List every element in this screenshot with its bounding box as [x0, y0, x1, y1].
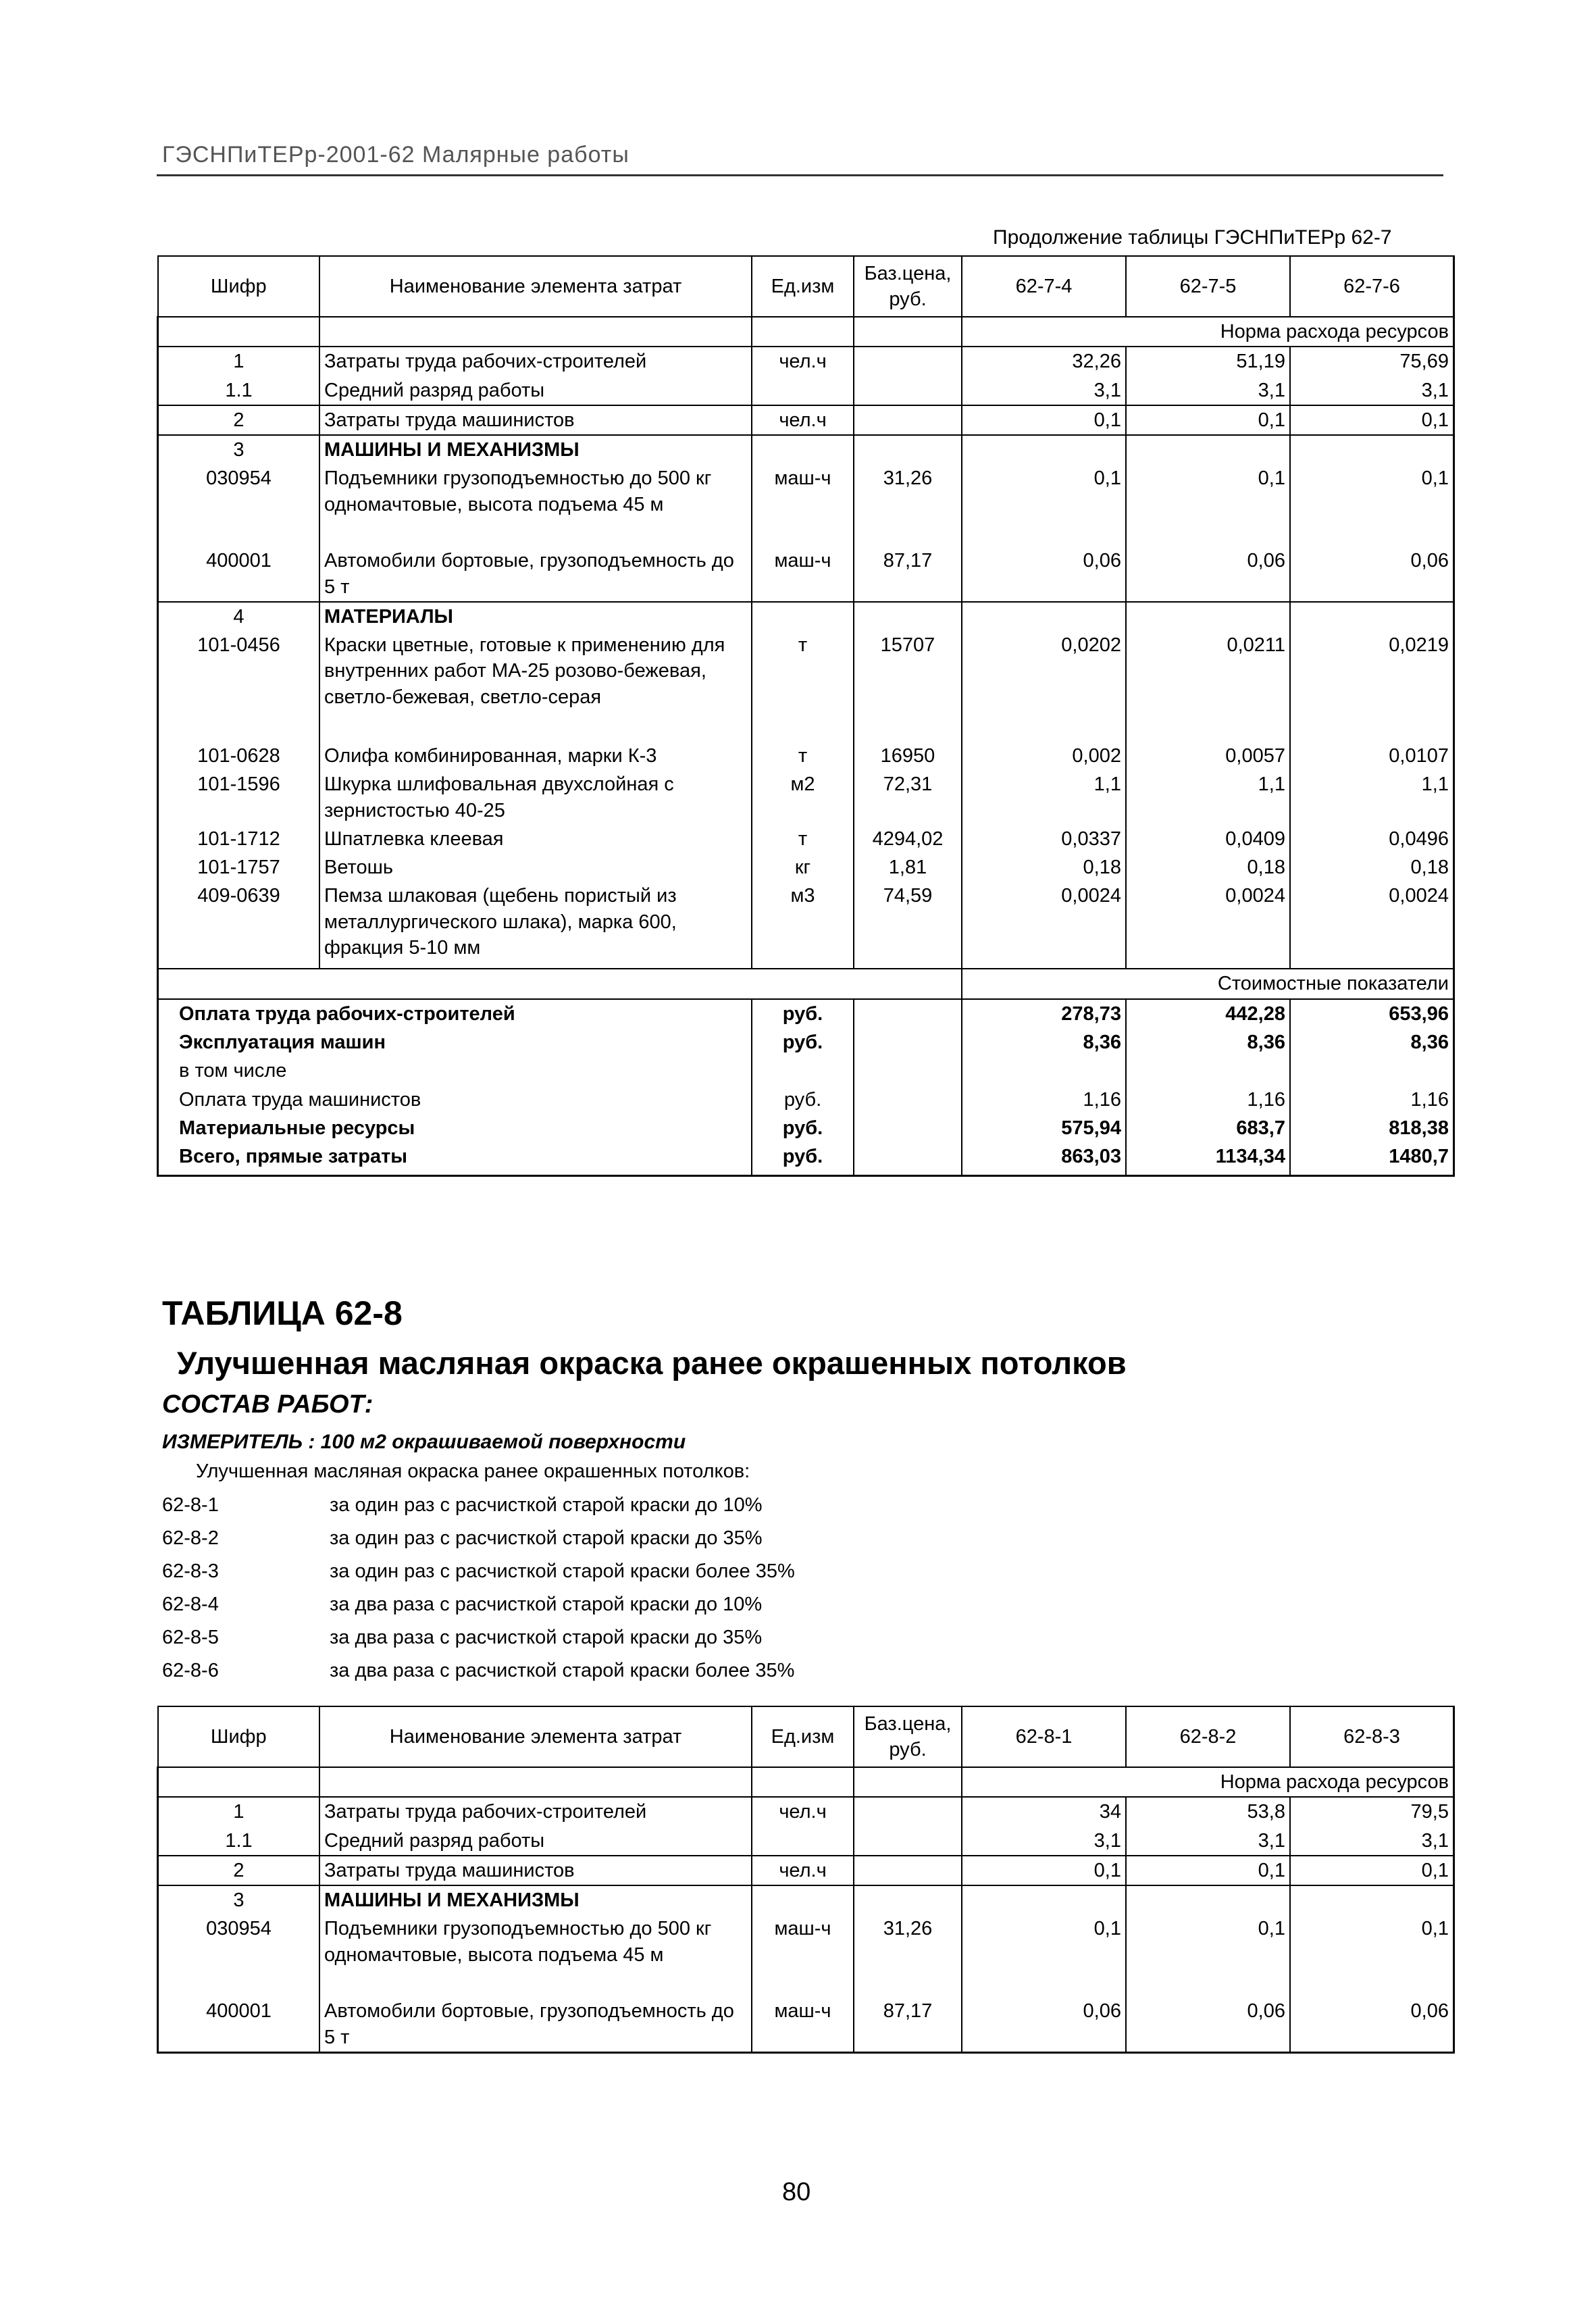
col-header-price: Баз.цена, руб. — [854, 256, 962, 317]
header-divider — [157, 174, 1443, 176]
table-cell — [1126, 1885, 1290, 1914]
cost-value-2: 8,36 — [1126, 1028, 1290, 1057]
row-name: Затраты труда рабочих-строителей — [319, 347, 752, 376]
table-cell — [319, 317, 752, 347]
table-row — [158, 464, 1454, 547]
row-price: 4294,02 — [854, 825, 962, 853]
cost-name: Оплата труда машинистов — [158, 1086, 752, 1114]
row-price — [854, 1856, 962, 1885]
cost-unit: руб. — [752, 1114, 854, 1142]
row-value-1: 3,1 — [962, 1827, 1126, 1856]
row-code: 101-0456 — [158, 631, 320, 742]
table-subtitle: Улучшенная масляная окраска ранее окрашенных потолков — [177, 1345, 1127, 1381]
table-cell — [319, 1767, 752, 1797]
resource-table-62-8 — [157, 1706, 1455, 2054]
col-header-unit: Ед.изм — [752, 256, 854, 317]
cost-value-2: 683,7 — [1126, 1114, 1290, 1142]
row-unit: м2 — [752, 770, 854, 825]
row-value-2: 53,8 — [1126, 1797, 1290, 1826]
table-row — [158, 405, 1454, 435]
table-row — [158, 1997, 1454, 2052]
table-cell — [752, 317, 854, 347]
row-value-2: 51,19 — [1126, 347, 1290, 376]
table-continuation-label: Продолжение таблицы ГЭСНПиТЕРр 62-7 — [993, 226, 1392, 249]
row-value-3: 1,1 — [1290, 770, 1454, 825]
row-value-2: 0,0409 — [1126, 825, 1290, 853]
row-name: Шпатлевка клеевая — [319, 825, 752, 853]
row-unit: маш-ч — [752, 1997, 854, 2052]
row-unit — [752, 1827, 854, 1856]
row-unit: кг — [752, 853, 854, 882]
row-value-3: 0,06 — [1290, 547, 1454, 602]
row-unit: маш-ч — [752, 1914, 854, 1997]
table-row — [158, 825, 1454, 853]
row-value-1: 32,26 — [962, 347, 1126, 376]
row-value-2: 0,1 — [1126, 1914, 1290, 1997]
cost-unit: руб. — [752, 1028, 854, 1057]
row-value-2: 0,1 — [1126, 405, 1290, 435]
cost-value-1: 8,36 — [962, 1028, 1126, 1057]
row-price: 31,26 — [854, 1914, 962, 1997]
col-header-62-8-2: 62-8-2 — [1126, 1706, 1290, 1767]
cost-row — [158, 1086, 1454, 1114]
cost-value-3: 818,38 — [1290, 1114, 1454, 1142]
row-price — [854, 376, 962, 405]
row-price — [854, 1797, 962, 1826]
work-intro: Улучшенная масляная окраска ранее окрашенных потолков: — [196, 1460, 750, 1482]
cost-row — [158, 1114, 1454, 1142]
row-value-1: 1,1 — [962, 770, 1126, 825]
table-cell — [752, 1057, 854, 1085]
table-cell — [158, 317, 320, 347]
col-header-name: Наименование элемента затрат — [319, 256, 752, 317]
table-cell — [854, 1086, 962, 1114]
cost-value-3: 8,36 — [1290, 1028, 1454, 1057]
row-value-2: 3,1 — [1126, 376, 1290, 405]
row-name: Автомобили бортовые, грузоподъемность до 5 т — [319, 547, 752, 602]
work-text: за два раза с расчисткой старой краски более 35% — [330, 1660, 795, 1681]
table-row — [158, 882, 1454, 969]
cost-value-2: 1,16 — [1126, 1086, 1290, 1114]
table-row — [158, 1885, 1454, 1914]
cost-value-1: 1,16 — [962, 1086, 1126, 1114]
row-code: 101-0628 — [158, 742, 320, 770]
row-code: 1 — [158, 347, 320, 376]
cost-unit: руб. — [752, 1086, 854, 1114]
row-name: МАШИНЫ И МЕХАНИЗМЫ — [319, 1885, 752, 1914]
row-price: 74,59 — [854, 882, 962, 969]
row-name: Подъемники грузоподъемностью до 500 кг одномачтовые, высота подъема 45 м — [319, 1914, 752, 1997]
row-price: 72,31 — [854, 770, 962, 825]
row-unit: т — [752, 742, 854, 770]
row-name: Средний разряд работы — [319, 376, 752, 405]
table-cell — [854, 1142, 962, 1176]
row-code: 400001 — [158, 1997, 320, 2052]
table-cell — [752, 602, 854, 631]
row-value-1: 0,1 — [962, 405, 1126, 435]
table-cell — [854, 1057, 962, 1085]
list-item — [162, 1594, 795, 1627]
table-row — [158, 853, 1454, 882]
col-header-62-7-5: 62-7-5 — [1126, 256, 1290, 317]
work-code: 62-8-3 — [162, 1560, 219, 1582]
table-cell — [1126, 602, 1290, 631]
row-value-1: 0,0024 — [962, 882, 1126, 969]
row-code: 2 — [158, 1856, 320, 1885]
cost-row — [158, 1028, 1454, 1057]
col-header-62-8-1: 62-8-1 — [962, 1706, 1126, 1767]
list-item — [162, 1560, 795, 1594]
cost-value-3: 1480,7 — [1290, 1142, 1454, 1176]
running-header: ГЭСНПиТЕРр-2001-62 Малярные работы — [162, 142, 629, 168]
table-cell — [854, 1114, 962, 1142]
row-code: 030954 — [158, 464, 320, 547]
row-name: Затраты труда машинистов — [319, 405, 752, 435]
col-header-unit: Ед.изм — [752, 1706, 854, 1767]
row-value-1: 0,002 — [962, 742, 1126, 770]
work-code: 62-8-2 — [162, 1527, 219, 1549]
row-price: 16950 — [854, 742, 962, 770]
row-name: Олифа комбинированная, марки К-3 — [319, 742, 752, 770]
table-cell — [158, 969, 962, 998]
row-code: 3 — [158, 1885, 320, 1914]
cost-name: Оплата труда рабочих-строителей — [158, 999, 752, 1028]
table-cell — [962, 435, 1126, 464]
table-title: ТАБЛИЦА 62-8 — [162, 1294, 403, 1332]
cost-value-3: 653,96 — [1290, 999, 1454, 1028]
cost-unit: руб. — [752, 1142, 854, 1176]
row-name: Затраты труда машинистов — [319, 1856, 752, 1885]
cost-value-1: 575,94 — [962, 1114, 1126, 1142]
col-header-price: Баз.цена, руб. — [854, 1706, 962, 1767]
col-header-code: Шифр — [158, 256, 320, 317]
table-cell — [1126, 1057, 1290, 1085]
row-price: 15707 — [854, 631, 962, 742]
work-text: за один раз с расчисткой старой краски до 10% — [330, 1494, 763, 1516]
row-value-3: 3,1 — [1290, 1827, 1454, 1856]
work-text: за два раза с расчисткой старой краски до 10% — [330, 1594, 763, 1615]
row-value-2: 0,0211 — [1126, 631, 1290, 742]
table-cell — [158, 1767, 320, 1797]
col-header-62-7-4: 62-7-4 — [962, 256, 1126, 317]
row-price — [854, 1827, 962, 1856]
row-value-2: 0,1 — [1126, 1856, 1290, 1885]
table-cell — [854, 435, 962, 464]
row-price: 87,17 — [854, 547, 962, 602]
row-name: Средний разряд работы — [319, 1827, 752, 1856]
row-name: Подъемники грузоподъемностью до 500 кг одномачтовые, высота подъема 45 м — [319, 464, 752, 547]
row-price — [854, 347, 962, 376]
table-cell — [854, 1767, 962, 1797]
cost-unit: руб. — [752, 999, 854, 1028]
row-value-1: 34 — [962, 1797, 1126, 1826]
table-cell — [1290, 602, 1454, 631]
row-value-1: 0,0202 — [962, 631, 1126, 742]
table-cell — [962, 1885, 1126, 1914]
table-cell — [752, 435, 854, 464]
table-cell — [752, 1885, 854, 1914]
row-value-3: 0,0496 — [1290, 825, 1454, 853]
row-value-2: 0,0024 — [1126, 882, 1290, 969]
work-code: 62-8-1 — [162, 1494, 219, 1516]
cost-name: Материальные ресурсы — [158, 1114, 752, 1142]
row-price: 1,81 — [854, 853, 962, 882]
row-unit: чел.ч — [752, 405, 854, 435]
work-text: за два раза с расчисткой старой краски до 35% — [330, 1627, 763, 1648]
work-list — [162, 1494, 795, 1693]
table-cell — [854, 999, 962, 1028]
resource-table-62-7 — [157, 255, 1455, 1177]
row-unit — [752, 376, 854, 405]
row-value-1: 0,06 — [962, 547, 1126, 602]
row-value-3: 0,18 — [1290, 853, 1454, 882]
list-item — [162, 1494, 795, 1527]
row-code: 3 — [158, 435, 320, 464]
row-value-3: 79,5 — [1290, 1797, 1454, 1826]
row-value-3: 75,69 — [1290, 347, 1454, 376]
cost-value-1: 278,73 — [962, 999, 1126, 1028]
row-value-1: 0,1 — [962, 464, 1126, 547]
row-code: 030954 — [158, 1914, 320, 1997]
row-code: 101-1712 — [158, 825, 320, 853]
row-value-1: 0,06 — [962, 1997, 1126, 2052]
row-value-2: 0,06 — [1126, 1997, 1290, 2052]
row-value-2: 0,06 — [1126, 547, 1290, 602]
row-price — [854, 405, 962, 435]
cost-row — [158, 1142, 1454, 1176]
row-value-3: 0,0024 — [1290, 882, 1454, 969]
row-unit: чел.ч — [752, 1856, 854, 1885]
cost-name: в том числе — [158, 1057, 752, 1085]
row-value-3: 0,1 — [1290, 1856, 1454, 1885]
composition-heading: СОСТАВ РАБОТ: — [162, 1390, 374, 1419]
cost-value-2: 442,28 — [1126, 999, 1290, 1028]
row-code: 101-1757 — [158, 853, 320, 882]
row-value-2: 0,1 — [1126, 464, 1290, 547]
cost-name: Всего, прямые затраты — [158, 1142, 752, 1176]
table-cell — [962, 602, 1126, 631]
table-row — [158, 347, 1454, 376]
row-unit: т — [752, 631, 854, 742]
list-item — [162, 1627, 795, 1660]
col-header-62-8-3: 62-8-3 — [1290, 1706, 1454, 1767]
row-value-1: 3,1 — [962, 376, 1126, 405]
row-code: 101-1596 — [158, 770, 320, 825]
work-text: за один раз с расчисткой старой краски до 35% — [330, 1527, 763, 1549]
table-row — [158, 602, 1454, 631]
row-value-1: 0,1 — [962, 1914, 1126, 1997]
table-cell — [1290, 1057, 1454, 1085]
measure-unit: ИЗМЕРИТЕЛЬ : 100 м2 окрашиваемой поверхности — [162, 1431, 686, 1453]
table-cell — [854, 1028, 962, 1057]
row-name: Шкурка шлифовальная двухслойная с зернистостью 40-25 — [319, 770, 752, 825]
work-code: 62-8-6 — [162, 1660, 219, 1681]
table-cell — [1290, 435, 1454, 464]
row-code: 1.1 — [158, 1827, 320, 1856]
row-value-3: 0,06 — [1290, 1997, 1454, 2052]
row-name: Ветошь — [319, 853, 752, 882]
work-code: 62-8-5 — [162, 1627, 219, 1648]
row-unit: чел.ч — [752, 1797, 854, 1826]
row-code: 409-0639 — [158, 882, 320, 969]
cost-row — [158, 1057, 1454, 1085]
table-row — [158, 1797, 1454, 1826]
table-row — [158, 1914, 1454, 1997]
row-code: 4 — [158, 602, 320, 631]
row-value-3: 0,1 — [1290, 464, 1454, 547]
norm-header: Норма расхода ресурсов — [962, 1767, 1454, 1797]
table-row — [158, 435, 1454, 464]
row-unit: маш-ч — [752, 547, 854, 602]
row-name: МАТЕРИАЛЫ — [319, 602, 752, 631]
table-cell — [854, 317, 962, 347]
row-name: Краски цветные, готовые к применению для внутренних работ МА-25 розово-бежевая, светло-бежевая, светло-серая — [319, 631, 752, 742]
table-cell — [752, 1767, 854, 1797]
table-row — [158, 1856, 1454, 1885]
table-row — [158, 1827, 1454, 1856]
row-code: 1 — [158, 1797, 320, 1826]
row-value-1: 0,0337 — [962, 825, 1126, 853]
table-cell — [854, 602, 962, 631]
col-header-62-7-6: 62-7-6 — [1290, 256, 1454, 317]
list-item — [162, 1527, 795, 1560]
row-unit: т — [752, 825, 854, 853]
cost-row — [158, 999, 1454, 1028]
table-row — [158, 770, 1454, 825]
cost-value-2: 1134,34 — [1126, 1142, 1290, 1176]
row-unit: м3 — [752, 882, 854, 969]
row-code: 2 — [158, 405, 320, 435]
list-item — [162, 1660, 795, 1693]
row-name: Затраты труда рабочих-строителей — [319, 1797, 752, 1826]
row-code: 400001 — [158, 547, 320, 602]
row-value-2: 1,1 — [1126, 770, 1290, 825]
norm-header: Норма расхода ресурсов — [962, 317, 1454, 347]
table-cell — [854, 1885, 962, 1914]
col-header-name: Наименование элемента затрат — [319, 1706, 752, 1767]
table-cell — [1126, 435, 1290, 464]
row-unit: чел.ч — [752, 347, 854, 376]
table-cell — [962, 1057, 1126, 1085]
row-unit: маш-ч — [752, 464, 854, 547]
row-value-1: 0,1 — [962, 1856, 1126, 1885]
row-value-1: 0,18 — [962, 853, 1126, 882]
row-value-3: 0,0219 — [1290, 631, 1454, 742]
row-code: 1.1 — [158, 376, 320, 405]
work-text: за один раз с расчисткой старой краски более 35% — [330, 1560, 795, 1582]
row-price: 31,26 — [854, 464, 962, 547]
page-number: 80 — [782, 2178, 811, 2206]
row-value-2: 0,0057 — [1126, 742, 1290, 770]
row-value-3: 0,0107 — [1290, 742, 1454, 770]
row-name: МАШИНЫ И МЕХАНИЗМЫ — [319, 435, 752, 464]
row-name: Автомобили бортовые, грузоподъемность до 5 т — [319, 1997, 752, 2052]
row-name: Пемза шлаковая (щебень пористый из металлургического шлака), марка 600, фракция 5-10 мм — [319, 882, 752, 969]
row-value-3: 3,1 — [1290, 376, 1454, 405]
row-value-3: 0,1 — [1290, 1914, 1454, 1997]
cost-value-3: 1,16 — [1290, 1086, 1454, 1114]
col-header-code: Шифр — [158, 1706, 320, 1767]
table-cell — [1290, 1885, 1454, 1914]
row-value-2: 3,1 — [1126, 1827, 1290, 1856]
table-row — [158, 631, 1454, 742]
cost-name: Эксплуатация машин — [158, 1028, 752, 1057]
row-value-2: 0,18 — [1126, 853, 1290, 882]
row-value-3: 0,1 — [1290, 405, 1454, 435]
table-row — [158, 547, 1454, 602]
table-row — [158, 742, 1454, 770]
table-row — [158, 376, 1454, 405]
work-code: 62-8-4 — [162, 1594, 219, 1615]
cost-header: Стоимостные показатели — [962, 969, 1454, 998]
row-price: 87,17 — [854, 1997, 962, 2052]
cost-value-1: 863,03 — [962, 1142, 1126, 1176]
